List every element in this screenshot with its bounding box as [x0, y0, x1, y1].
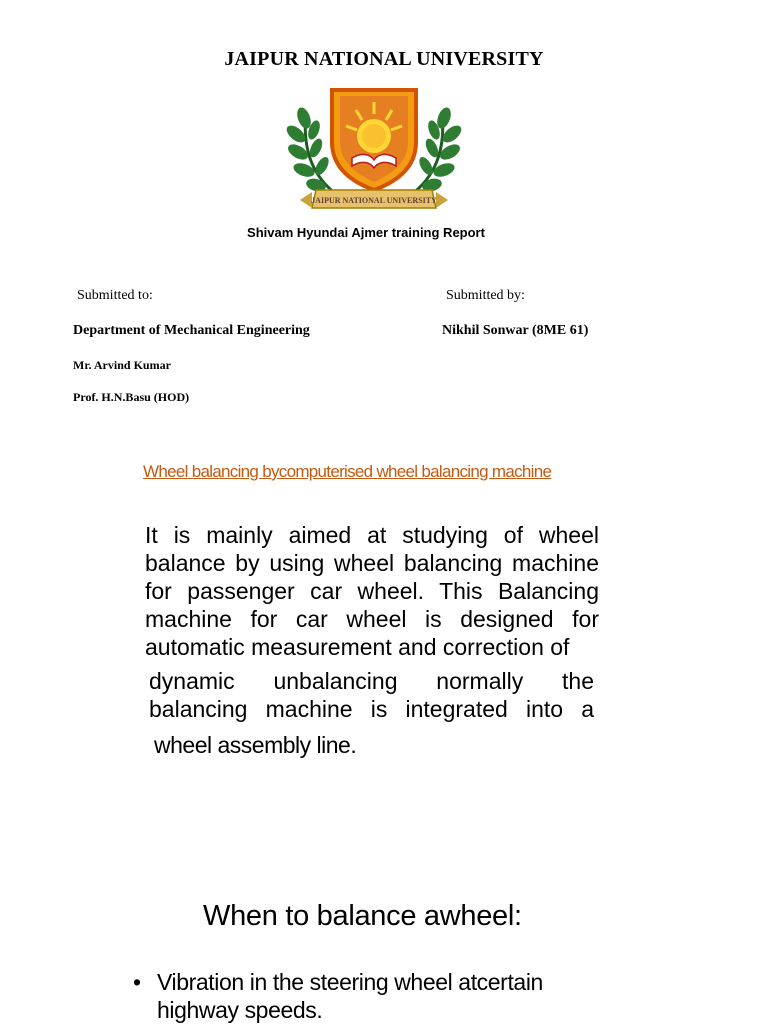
- abstract-line: It is mainly aimed at studying of wheel: [145, 522, 599, 548]
- list-item-text: Vibration in the steering wheel atcertain highway speeds.: [157, 969, 543, 1023]
- section-heading: Wheel balancing bycomputerised wheel balancing machine: [143, 462, 552, 481]
- abstract-line: balancing machine is integrated into a: [149, 696, 594, 722]
- submitted-to-label: Submitted to:: [77, 288, 153, 303]
- abstract-line: machine for car wheel is designed for: [145, 606, 599, 632]
- bullet-icon: •: [133, 969, 142, 995]
- hod-name: Prof. H.N.Basu (HOD): [73, 390, 190, 404]
- student-name: Nikhil Sonwar (8ME 61): [442, 323, 589, 338]
- university-crest-icon: [284, 82, 464, 218]
- abstract-line: wheel assembly line.: [154, 732, 357, 758]
- university-title: JAIPUR NATIONAL UNIVERSITY: [224, 48, 544, 70]
- abstract-line: for passenger car wheel. This Balancing: [145, 578, 599, 604]
- when-to-balance-heading: When to balance awheel:: [203, 900, 522, 932]
- abstract-line: automatic measurement and correction of: [145, 634, 570, 660]
- guide-name: Mr. Arvind Kumar: [73, 358, 171, 372]
- submitted-by-label: Submitted by:: [446, 288, 525, 303]
- department-name: Department of Mechanical Engineering: [73, 323, 310, 338]
- abstract-line: balance by using wheel balancing machine: [145, 550, 599, 576]
- crest-banner-text: JAIPUR NATIONAL UNIVERSITY: [311, 196, 437, 205]
- abstract-line: dynamic unbalancing normally the: [149, 668, 594, 694]
- report-title: Shivam Hyundai Ajmer training Report: [247, 225, 485, 240]
